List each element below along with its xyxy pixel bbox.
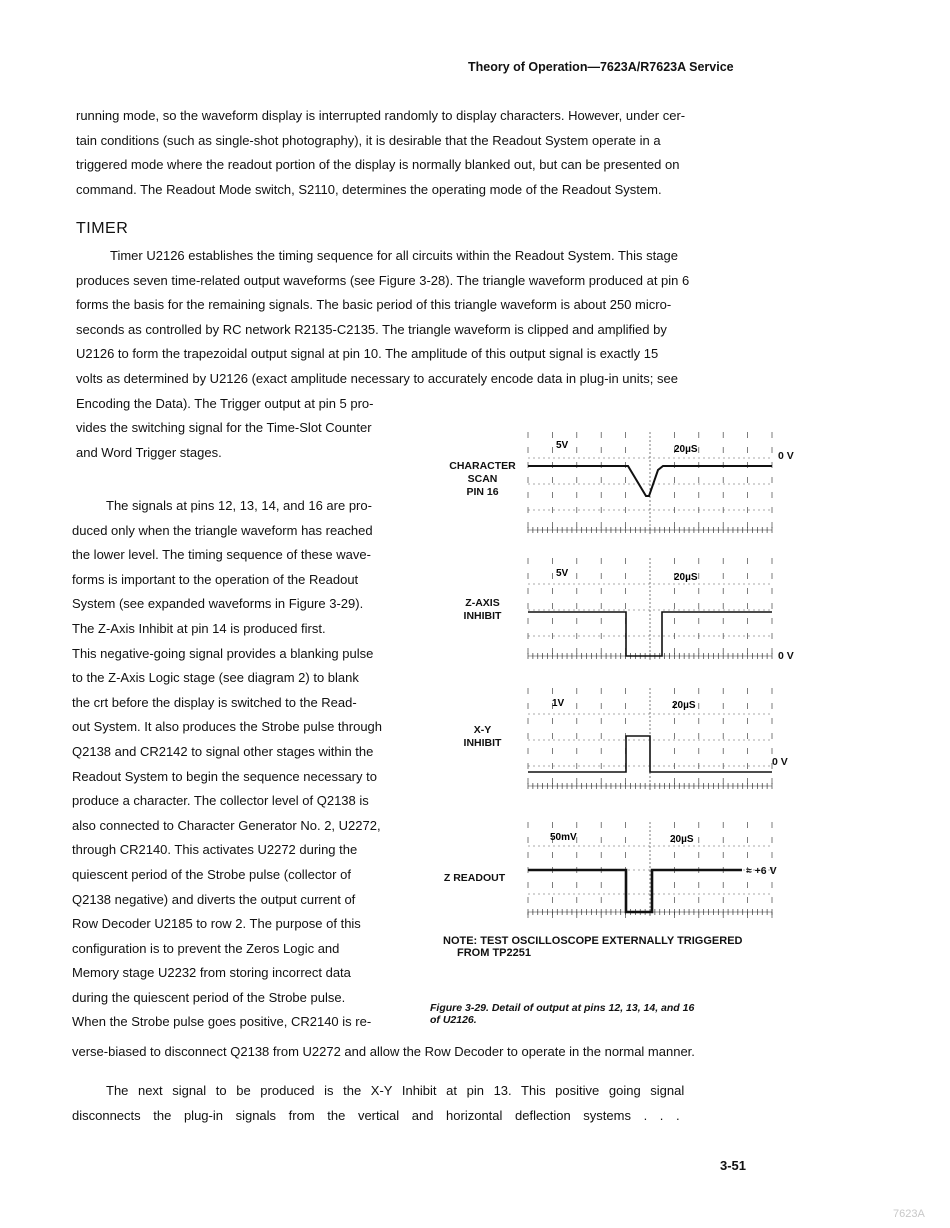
label-line: X-Y: [473, 724, 492, 736]
reference-level-label: ≈ +6 V: [746, 865, 777, 877]
volts-div-label: 50mV: [550, 832, 577, 843]
label-line: CHARACTER: [449, 460, 516, 472]
text-line: volts as determined by U2126 (exact amplitude necessary to accurately encode data in plug-in units; see: [76, 370, 678, 386]
text-line: Timer U2126 establishes the timing sequence for all circuits within the Readout System. This stage: [110, 248, 678, 263]
text-line: to the Z-Axis Logic stage (see diagram 2) to blank: [72, 670, 359, 686]
text-line: Readout System to begin the sequence necessary to: [72, 768, 377, 784]
text-line: out System. It also produces the Strobe pulse through: [72, 719, 383, 735]
caption-line: Figure 3-29. Detail of output at pins 12, 13, 14, and 16: [430, 1002, 695, 1014]
time-div-label: 20µS: [672, 700, 696, 711]
label-line: SCAN: [467, 473, 498, 485]
text-line: configuration is to prevent the Zeros Logic and: [72, 940, 340, 956]
text-line: The signals at pins 12, 13, 14, and 16 are pro-: [106, 498, 372, 513]
scope-trace-x-y-inhibit: [528, 688, 778, 800]
final-paragraph: [72, 1079, 732, 1128]
text-line: during the quiescent period of the Strobe pulse.: [72, 989, 346, 1005]
text-line: The next signal to be produced is the X-Y Inhibit at pin 13. This positive going signal: [106, 1083, 685, 1098]
volts-div-label: 5V: [556, 440, 569, 451]
text-line: the lower level. The timing sequence of these wave-: [72, 547, 371, 563]
label-line: Z READOUT: [443, 872, 506, 884]
reference-level-label: 0 V: [778, 450, 794, 462]
waveform-label-x-y-inhibit: [440, 724, 525, 750]
note-line: NOTE: TEST OSCILLOSCOPE EXTERNALLY TRIGGERED: [443, 935, 743, 947]
label-line: INHIBIT: [463, 610, 502, 622]
figure-caption: [430, 1002, 694, 1026]
left-column-paragraph: [72, 494, 422, 1035]
text-line: U2126 to form the trapezoidal output signal at pin 10. The amplitude of this output signal is exactly 15: [76, 346, 659, 362]
text-line: produce a character. The collector level of Q2138 is: [72, 793, 369, 809]
waveform-label-character-scan: [440, 460, 525, 499]
text-line: and Word Trigger stages.: [76, 444, 222, 460]
figure-note: [443, 935, 742, 959]
text-line: produces seven time-related output waveforms (see Figure 3-28). The triangle waveform produced at pin 6: [76, 272, 690, 288]
continuation-line: verse-biased to disconnect Q2138 from U2272 and allow the Row Decoder to operate in the normal manner.: [72, 1044, 695, 1059]
time-div-label: 20µS: [674, 444, 698, 455]
watermark: 7623A: [893, 1208, 925, 1220]
time-div-label: 20µS: [674, 572, 698, 583]
page-number: 3-51: [720, 1158, 747, 1173]
note-line: FROM TP2251: [457, 947, 531, 959]
text-line: also connected to Character Generator No. 2, U2272,: [72, 817, 381, 833]
volts-div-label: 5V: [556, 568, 569, 579]
text-line: command. The Readout Mode switch, S2110, determines the operating mode of the Readout System.: [76, 181, 662, 197]
text-line: forms the basis for the remaining signals. The basic period of this triangle waveform is about 250 micro-: [76, 297, 672, 313]
text-line: When the Strobe pulse goes positive, CR2140 is re-: [72, 1014, 372, 1030]
running-header: Theory of Operation—7623A/R7623A Service: [468, 60, 734, 74]
scope-trace-z-readout: [528, 822, 778, 926]
text-line: Row Decoder U2185 to row 2. The purpose of this: [72, 916, 361, 932]
scope-trace-z-axis-inhibit: [528, 558, 778, 670]
volts-div-label: 1V: [552, 698, 565, 709]
reference-level-label: 0 V: [772, 756, 788, 768]
text-line: Q2138 negative) and diverts the output current of: [72, 891, 356, 907]
section-title: TIMER: [76, 220, 129, 237]
text-line: quiescent period of the Strobe pulse (collector of: [72, 866, 351, 882]
text-line: Encoding the Data). The Trigger output at pin 5 pro-: [76, 395, 374, 411]
text-line: disconnects the plug-in signals from the vertical and horizontal deflection systems . . .: [72, 1107, 680, 1123]
label-line: Z-AXIS: [465, 597, 500, 609]
text-line: vides the switching signal for the Time-Slot Counter: [76, 420, 372, 436]
text-line: triggered mode where the readout portion of the display is normally blanked out, but can be presented on: [76, 157, 680, 173]
text-line: System (see expanded waveforms in Figure 3-29).: [72, 596, 364, 612]
text-line: tain conditions (such as single-shot photography), it is desirable that the Readout System operate in a: [76, 132, 661, 148]
waveform-label-z-axis-inhibit: [440, 597, 525, 623]
label-line: INHIBIT: [463, 737, 502, 749]
time-div-label: 20µS: [670, 834, 694, 845]
text-line: This negative-going signal provides a blanking pulse: [72, 645, 374, 661]
text-line: The Z-Axis Inhibit at pin 14 is produced first.: [72, 620, 326, 636]
text-line: duced only when the triangle waveform has reached: [72, 522, 373, 538]
reference-level-label: 0 V: [778, 650, 794, 662]
label-line: PIN 16: [466, 486, 499, 498]
waveform-label-z-readout: [432, 872, 517, 885]
text-line: through CR2140. This activates U2272 during the: [72, 842, 358, 858]
text-line: Memory stage U2232 from storing incorrect data: [72, 965, 351, 981]
text-line: forms is important to the operation of the Readout: [72, 571, 359, 587]
text-line: the crt before the display is switched to the Read-: [72, 694, 357, 710]
caption-line: of U2126.: [430, 1014, 477, 1026]
text-line: running mode, so the waveform display is interrupted randomly to display characters. However, under cer-: [76, 108, 686, 123]
text-line: Q2138 and CR2142 to signal other stages within the: [72, 743, 374, 759]
trace: [528, 870, 742, 912]
scope-trace-character-scan: [528, 432, 778, 544]
top-paragraph: [76, 104, 766, 202]
text-line: seconds as controlled by RC network R2135-C2135. The triangle waveform is clipped and amplified by: [76, 321, 667, 337]
trace: [528, 736, 772, 772]
